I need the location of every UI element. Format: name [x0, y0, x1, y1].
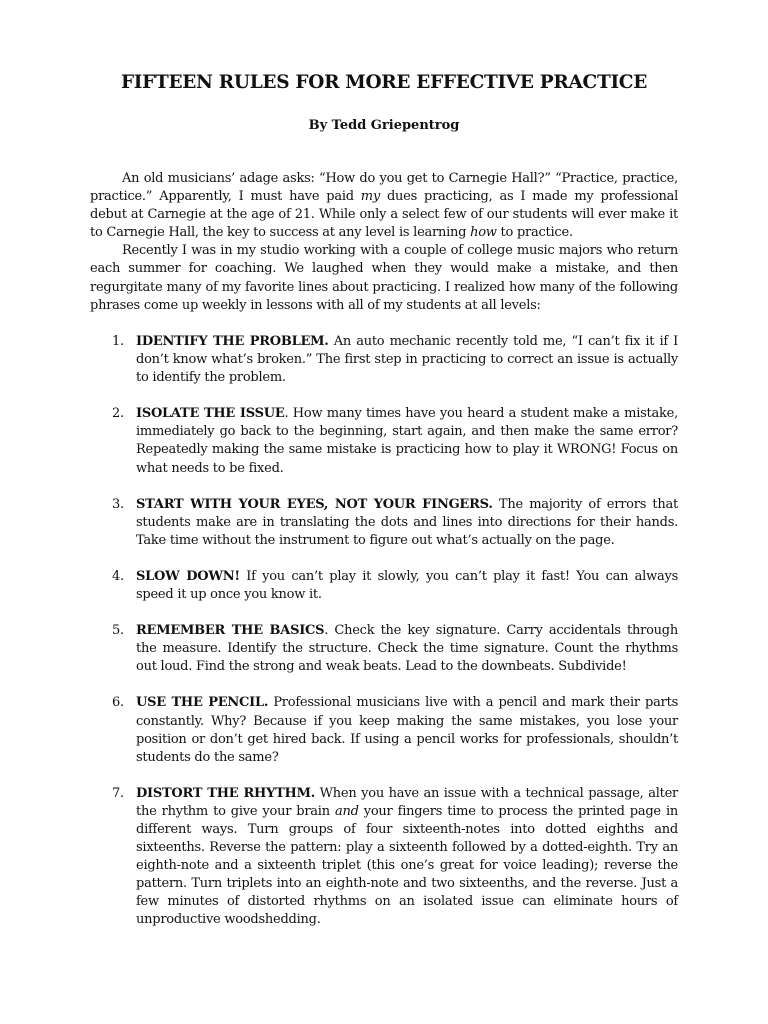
- rule-text: When you have an issue with a technical passage, alter the rhythm to give your brain: [136, 785, 678, 819]
- rule-item-7: [90, 785, 678, 930]
- rule-number: 1.: [112, 334, 124, 349]
- rule-number: 3.: [112, 496, 124, 512]
- rule-text: . Check the key signature. Carry accidentals through the measure. Identify the structure. Check the time signature. Count the rhythms out loud. Find the strong and weak beats. Lead to the downbeats. Subdivide!: [136, 623, 679, 675]
- rule-text: The majority of errors that students make are in translating the dots and lines into directions for their hands. Take time without the instrument to figure out what’s actually on the page.: [136, 496, 679, 548]
- rule-heading: USE THE PENCIL.: [136, 695, 269, 711]
- rule-text: An auto mechanic recently told me, “I can’t fix it if I don’t know what’s broken.” The first step in practicing to correct an issue is actually to identify the problem.: [136, 334, 679, 386]
- rules-list: [90, 333, 678, 948]
- intro-section: [90, 170, 678, 315]
- rule-number: 7.: [112, 785, 124, 801]
- rule-heading: IDENTIFY THE PROBLEM.: [136, 334, 329, 349]
- rule-text: . How many times have you heard a student make a mistake, immediately go back to the beginning, start again, and then make the same error? Repeatedly making the same mistake is practicing how to play it WRONG! Focus on what needs to be fixed.: [136, 406, 678, 476]
- rule-item-6: [90, 694, 678, 766]
- byline: By Tedd Griepentrog: [308, 118, 460, 133]
- rule-heading: ISOLATE THE ISSUE: [136, 406, 285, 422]
- rule-text: If you can’t play it slowly, you can’t play it fast! You can always speed it up once you know it.: [136, 568, 678, 603]
- intro-paragraph-1-emphasis-how: how: [470, 225, 497, 241]
- rule-heading: REMEMBER THE BASICS: [136, 623, 325, 639]
- rule-item-2: [90, 405, 678, 477]
- intro-paragraph-1-text-c: to practice.: [496, 225, 573, 241]
- rule-number: 2.: [112, 406, 124, 422]
- rule-item-1: [90, 333, 678, 387]
- rule-number: 4.: [112, 568, 124, 584]
- rule-item-5: [90, 622, 678, 676]
- rule-heading: SLOW DOWN!: [136, 568, 240, 584]
- intro-paragraph-2: Recently I was in my studio working with a couple of college music majors who return each summer for coaching. We laughed when they would make a mistake, and then regurgitate many of my favorite lines about practicing. I realized how many of the following phrases come up weekly in lessons with all of my students at all levels:: [90, 243, 678, 313]
- intro-paragraph-1-emphasis-my: my: [360, 189, 380, 205]
- rule-text-continued: your fingers time to process the printed page in different ways. Turn groups of four sixteenth-notes into dotted eighths and sixteenths. Reverse the pattern: play a sixteenth followed by a dotted-eighth. Try an eighth-note and a sixteenth triplet (this one’s great for voice leading); reverse the pattern. Turn triplets into an eighth-note and two sixteenths, and the reverse. Just a few minutes of distorted rhythms on an isolated issue can eliminate hours of unproductive woodshedding.: [136, 803, 678, 928]
- rule-number: 5.: [112, 623, 124, 639]
- rule-heading: START WITH YOUR EYES, NOT YOUR FINGERS.: [136, 496, 493, 512]
- intro-paragraph-1-text-b: dues practicing, as I made my professional debut at Carnegie at the age of 21. While only a select few of our students will ever make it to Carnegie Hall, the key to success at any level is learning: [90, 189, 678, 241]
- rule-number: 6.: [112, 695, 124, 711]
- document-title: FIFTEEN RULES FOR MORE EFFECTIVE PRACTICE: [120, 72, 648, 93]
- rule-item-4: [90, 568, 678, 604]
- rule-heading: DISTORT THE RHYTHM.: [136, 785, 315, 801]
- intro-paragraph-1: [90, 170, 678, 242]
- intro-paragraph-1-text-a: An old musicians’ adage asks: “How do you get to Carnegie Hall?” “Practice, practice, practice.” Apparently, I must have paid: [90, 171, 678, 205]
- rule-item-3: [90, 496, 678, 550]
- rule-text: Professional musicians live with a pencil and mark their parts constantly. Why? Because if you keep making the same mistakes, you lose your position or don’t get hired back. If using a pencil works for professionals, shouldn’t students do the same?: [136, 695, 678, 765]
- rule-emphasis-and: and: [334, 803, 359, 819]
